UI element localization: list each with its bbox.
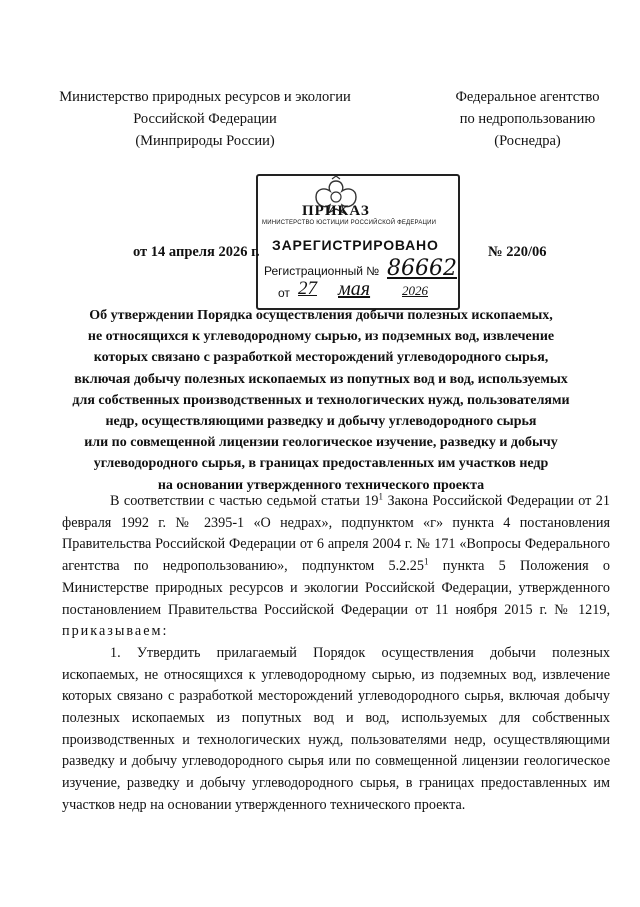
- document-body: [62, 491, 610, 817]
- title-line: недр, осуществляющими разведку и добычу углеводородного сырья: [105, 414, 537, 430]
- preamble-text-a: В соответствии с частью седьмой статьи 19: [110, 493, 379, 509]
- stamp-registered: ЗАРЕГИСТРИРОВАНО: [272, 237, 439, 253]
- title-line: для собственных производственных и технологических нужд, пользователями: [72, 392, 570, 408]
- order-heading: ПРИКАЗ: [302, 203, 370, 219]
- title-line: или по совмещенной лицензии геологическое изучение, разведку и добычу: [84, 435, 558, 451]
- title-line: углеводородного сырья, в границах предоставленных им участков недр: [93, 456, 549, 472]
- agency-header: [425, 86, 630, 152]
- ministry-header-line-3: (Минприроды России): [135, 133, 275, 149]
- order-date: от 14 апреля 2026 г.: [133, 244, 260, 260]
- preamble-paragraph: [62, 491, 610, 643]
- stamp-month: мая: [338, 278, 371, 300]
- preamble-text-b: Закона Российской Федерации от 21 февраля 1992 г. № 2395-1 «О недрах», подпунктом «г» пункта 4 постановления Правительства Российской Федерации от 6 апреля 2004 г. № 171 «Вопросы Федерального агентства по недропользованию», подпунктом 5.2.25: [62, 493, 610, 575]
- preamble-text-c: пункта 5 Положения о Министерстве природных ресурсов и экологии Российской Федерации, утвержденного постановлением Правительства Российской Федерации от 11 ноября 2015 г. № 1219,: [62, 558, 610, 618]
- ministry-header-line-1: Министерство природных ресурсов и экологии: [59, 89, 351, 105]
- ministry-header-line-2: Российской Федерации: [133, 111, 277, 127]
- ministry-header: [40, 86, 370, 152]
- clause-1-paragraph: 1. Утвердить прилагаемый Порядок осуществления добычи полезных ископаемых, не относящихся к углеводородному сырью, из подземных вод, извлечение которых связано с разработкой месторождений углеводородного сырья, включая добычу полезных ископаемых из попутных вод и вод, используемых для собственных производственных и технологических нужд, пользователями недр, осуществляющими разведку и добычу углеводородного сырья или по совмещенной лицензии геологическое изучение, разведку и добычу углеводородного сырья, в границах предоставленных им участков недр на основании утвержденного технического проекта.: [62, 644, 610, 813]
- agency-header-line-3: (Роснедра): [494, 133, 561, 149]
- stamp-ministry: МИНИСТЕРСТВО ЮСТИЦИИ РОССИЙСКОЙ ФЕДЕРАЦИИ: [262, 220, 437, 226]
- footnote-marker: 1: [424, 556, 429, 567]
- stamp-day: 27: [298, 278, 317, 299]
- agency-header-line-2: по недропользованию: [459, 111, 596, 127]
- title-line: не относящихся к углеводородному сырью, из подземных вод, извлечение: [87, 329, 555, 345]
- title-line: на основании утвержденного технического проекта: [157, 477, 485, 493]
- order-verb: приказываем:: [62, 623, 169, 640]
- footnote-marker: 1: [378, 491, 384, 502]
- title-line: Об утверждении Порядка осуществления добычи полезных ископаемых,: [89, 308, 553, 323]
- agency-header-line-1: Федеральное агентство: [455, 89, 600, 105]
- order-number: № 220/06: [488, 244, 547, 260]
- document-title: [36, 305, 606, 496]
- stamp-year: 2026: [402, 283, 428, 298]
- stamp-reg-label: Регистрационный №: [264, 264, 380, 278]
- title-line: которых связано с разработкой месторождений углеводородного сырья,: [93, 350, 549, 366]
- stamp-reg-number: 86662: [387, 256, 457, 281]
- title-line: включая добычу полезных ископаемых из попутных вод и вод, используемых: [74, 371, 568, 387]
- stamp-date-label: от: [278, 286, 290, 300]
